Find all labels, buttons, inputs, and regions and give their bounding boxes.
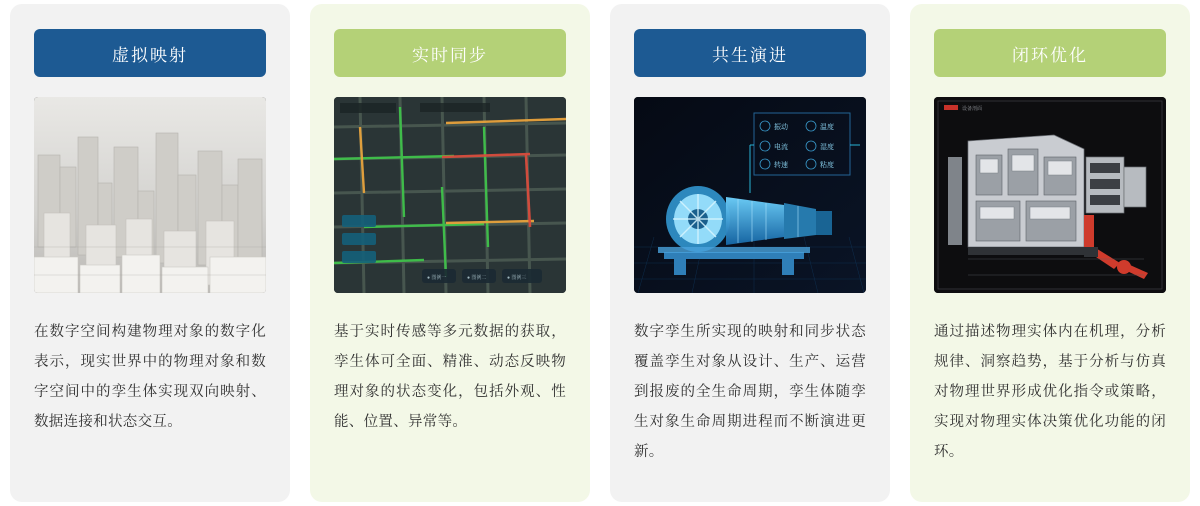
card-title-2: 实时同步	[334, 29, 566, 77]
feature-card-2[interactable]	[300, 0, 600, 506]
industrial-equipment-cutaway-image	[934, 97, 1166, 293]
svg-text:电流: 电流	[774, 144, 788, 151]
svg-text:振动: 振动	[774, 124, 788, 131]
svg-text:● 图例二: ● 图例二	[467, 275, 487, 281]
card-title-1: 虚拟映射	[34, 29, 266, 77]
feature-card-3[interactable]	[600, 0, 900, 506]
digital-twin-engine-image	[634, 97, 866, 293]
card-description-2: 基于实时传感等多元数据的获取，孪生体可全面、精准、动态反映物理对象的状态变化，包括外观、性能、位置、异常等。	[334, 324, 566, 430]
white-3d-city-model-image	[34, 97, 266, 293]
svg-text:湿度: 湿度	[820, 144, 834, 151]
card-title-4: 闭环优化	[934, 29, 1166, 77]
card-description-1: 在数字空间构建物理对象的数字化表示，现实世界中的物理对象和数字空间中的孪生体实现双向映射、数据连接和状态交互。	[34, 324, 266, 430]
svg-text:转速: 转速	[774, 162, 788, 169]
card-description-3: 数字孪生所实现的映射和同步状态覆盖孪生对象从设计、生产、运营到报废的全生命周期，孪生体随孪生对象生命周期进程而不断演进更新。	[634, 324, 866, 460]
card-title-3: 共生演进	[634, 29, 866, 77]
svg-text:粘度: 粘度	[820, 162, 834, 169]
feature-card-4[interactable]	[900, 0, 1200, 506]
svg-text:● 图例一: ● 图例一	[427, 275, 447, 281]
feature-card-1[interactable]	[0, 0, 300, 506]
svg-text:温度: 温度	[820, 124, 834, 131]
city-traffic-map-dashboard-image	[334, 97, 566, 293]
card-description-4: 通过描述物理实体内在机理，分析规律、洞察趋势，基于分析与仿真对物理世界形成优化指令或策略，实现对物理实体决策优化功能的闭环。	[934, 324, 1166, 460]
svg-text:● 图例三: ● 图例三	[507, 275, 527, 281]
svg-text:设备剖面: 设备剖面	[962, 106, 983, 112]
